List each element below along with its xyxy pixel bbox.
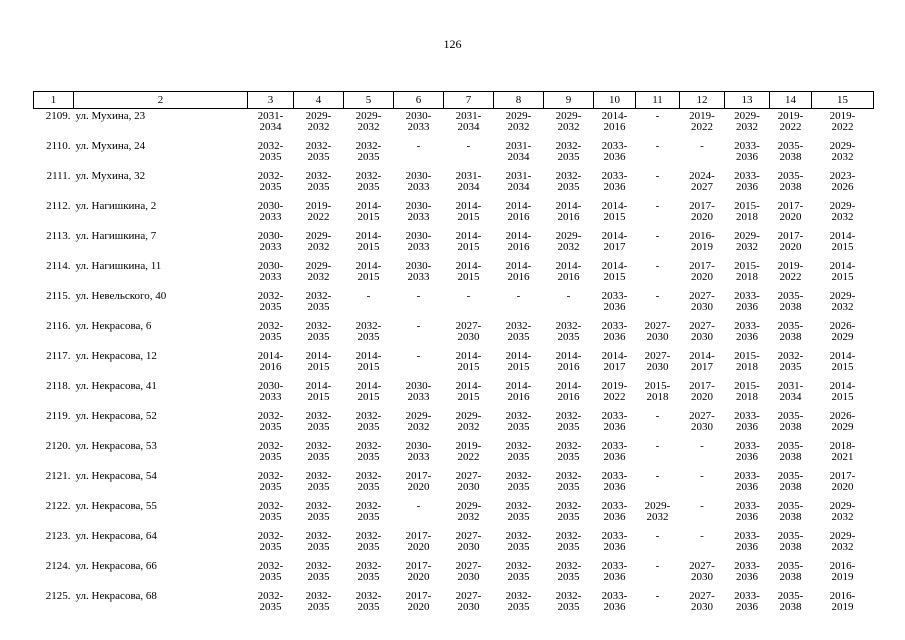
period-cell-col-12: 2017- 2020 bbox=[689, 260, 715, 283]
period-cell-col-12: 2019- 2022 bbox=[689, 110, 715, 133]
column-header-8: 8 bbox=[494, 92, 544, 109]
row-number: 2119. bbox=[46, 410, 71, 422]
column-header-4: 4 bbox=[294, 92, 344, 109]
period-cell-col-13: 2033- 2036 bbox=[734, 560, 760, 583]
period-cell-col-10: 2033- 2036 bbox=[601, 500, 628, 523]
row-number: 2115. bbox=[46, 290, 71, 302]
period-cell-col-9: 2032- 2035 bbox=[555, 500, 582, 523]
period-cell-col-5: 2032- 2035 bbox=[355, 320, 382, 343]
period-cell-col-11: - bbox=[655, 590, 660, 602]
period-cell-col-13: 2029- 2032 bbox=[734, 110, 760, 133]
period-cell-col-14: 2019- 2022 bbox=[777, 260, 804, 283]
period-cell-col-5: 2032- 2035 bbox=[355, 140, 382, 163]
row-number: 2118. bbox=[46, 380, 71, 392]
period-cell-col-14: 2035- 2038 bbox=[777, 590, 804, 613]
period-cell-col-12: - bbox=[700, 530, 704, 542]
table-row bbox=[34, 109, 874, 140]
table-body bbox=[34, 109, 874, 620]
period-cell-col-4: 2032- 2035 bbox=[305, 440, 332, 463]
address-cell: ул. Некрасова, 41 bbox=[75, 380, 157, 392]
period-cell-col-12: - bbox=[700, 470, 704, 482]
period-cell-col-8: 2031- 2034 bbox=[505, 170, 532, 193]
period-cell-col-4: 2032- 2035 bbox=[305, 470, 332, 493]
period-cell-col-11: - bbox=[655, 170, 660, 182]
period-cell-col-4: 2032- 2035 bbox=[305, 590, 332, 613]
period-cell-col-8: 2014- 2016 bbox=[505, 230, 532, 253]
address-cell: ул. Некрасова, 66 bbox=[75, 560, 157, 572]
address-cell: ул. Некрасова, 52 bbox=[75, 410, 157, 422]
address-cell: ул. Нагишкина, 7 bbox=[75, 230, 157, 242]
period-cell-col-10: 2014- 2017 bbox=[601, 350, 628, 373]
period-cell-col-6: 2030- 2033 bbox=[405, 110, 432, 133]
table-row bbox=[34, 499, 874, 529]
address-cell: ул. Некрасова, 55 bbox=[75, 500, 157, 512]
period-cell-col-11: - bbox=[655, 530, 660, 542]
row-number: 2113. bbox=[46, 230, 71, 242]
period-cell-col-5: 2014- 2015 bbox=[355, 230, 382, 253]
period-cell-col-11: - bbox=[655, 410, 660, 422]
period-cell-col-13: 2033- 2036 bbox=[734, 440, 760, 463]
address-cell: ул. Некрасова, 53 bbox=[75, 440, 157, 452]
period-cell-col-7: 2027- 2030 bbox=[455, 590, 482, 613]
period-cell-col-11: - bbox=[655, 140, 660, 152]
period-cell-col-9: 2032- 2035 bbox=[555, 320, 582, 343]
period-cell-col-12: 2017- 2020 bbox=[689, 380, 715, 403]
period-cell-col-5: - bbox=[366, 290, 371, 302]
table-row bbox=[34, 529, 874, 559]
period-cell-col-3: 2032- 2035 bbox=[257, 470, 284, 493]
row-number: 2124. bbox=[45, 560, 71, 572]
period-cell-col-3: 2032- 2035 bbox=[257, 170, 284, 193]
period-cell-col-9: 2014- 2016 bbox=[555, 260, 582, 283]
period-cell-col-13: 2033- 2036 bbox=[734, 500, 760, 523]
period-cell-col-15: 2014- 2015 bbox=[829, 230, 856, 253]
schedule-table bbox=[33, 91, 874, 619]
column-header-7: 7 bbox=[444, 92, 494, 109]
period-cell-col-13: 2015- 2018 bbox=[734, 350, 760, 373]
period-cell-col-11: 2029- 2032 bbox=[644, 500, 671, 523]
period-cell-col-6: 2030- 2033 bbox=[405, 440, 432, 463]
period-cell-col-14: 2035- 2038 bbox=[777, 320, 804, 343]
period-cell-col-15: 2014- 2015 bbox=[829, 260, 856, 283]
period-cell-col-13: 2033- 2036 bbox=[734, 170, 760, 193]
period-cell-col-4: 2032- 2035 bbox=[305, 170, 332, 193]
period-cell-col-14: 2035- 2038 bbox=[777, 560, 804, 583]
period-cell-col-8: 2014- 2016 bbox=[505, 200, 532, 223]
address-cell: ул. Некрасова, 12 bbox=[75, 350, 157, 362]
period-cell-col-7: 2014- 2015 bbox=[455, 200, 482, 223]
column-header-6: 6 bbox=[394, 92, 444, 109]
period-cell-col-10: 2014- 2015 bbox=[601, 200, 628, 223]
period-cell-col-7: 2029- 2032 bbox=[455, 410, 482, 433]
period-cell-col-7: 2027- 2030 bbox=[455, 320, 482, 343]
period-cell-col-8: 2032- 2035 bbox=[505, 410, 532, 433]
period-cell-col-3: 2032- 2035 bbox=[257, 530, 284, 553]
address-cell: ул. Некрасова, 6 bbox=[75, 320, 152, 332]
period-cell-col-14: 2035- 2038 bbox=[777, 410, 804, 433]
period-cell-col-10: 2033- 2036 bbox=[601, 440, 628, 463]
column-header-11: 11 bbox=[636, 92, 680, 109]
period-cell-col-4: 2019- 2022 bbox=[305, 200, 332, 223]
period-cell-col-9: 2014- 2016 bbox=[555, 380, 582, 403]
period-cell-col-11: - bbox=[655, 560, 660, 572]
period-cell-col-9: 2032- 2035 bbox=[555, 560, 582, 583]
period-cell-col-11: - bbox=[655, 260, 660, 272]
period-cell-col-15: 2026- 2029 bbox=[829, 320, 856, 343]
column-header-row bbox=[34, 92, 874, 109]
period-cell-col-8: 2029- 2032 bbox=[505, 110, 532, 133]
period-cell-col-12: 2017- 2020 bbox=[689, 200, 715, 223]
period-cell-col-10: 2019- 2022 bbox=[601, 380, 628, 403]
period-cell-col-13: 2015- 2018 bbox=[734, 260, 760, 283]
period-cell-col-13: 2015- 2018 bbox=[734, 200, 760, 223]
period-cell-col-3: 2032- 2035 bbox=[257, 140, 284, 163]
period-cell-col-9: 2032- 2035 bbox=[555, 410, 582, 433]
period-cell-col-9: 2029- 2032 bbox=[555, 110, 582, 133]
period-cell-col-14: 2035- 2038 bbox=[777, 140, 804, 163]
period-cell-col-6: 2030- 2033 bbox=[405, 200, 432, 223]
period-cell-col-6: 2029- 2032 bbox=[405, 410, 432, 433]
column-header-14: 14 bbox=[770, 92, 812, 109]
period-cell-col-14: 2035- 2038 bbox=[777, 290, 804, 313]
period-cell-col-4: 2032- 2035 bbox=[305, 140, 332, 163]
period-cell-col-8: 2014- 2016 bbox=[505, 260, 532, 283]
period-cell-col-15: 2014- 2015 bbox=[829, 350, 856, 373]
period-cell-col-12: - bbox=[700, 140, 704, 152]
period-cell-col-4: 2029- 2032 bbox=[305, 230, 332, 253]
period-cell-col-6: - bbox=[416, 290, 421, 302]
period-cell-col-10: 2014- 2016 bbox=[601, 110, 628, 133]
period-cell-col-8: 2032- 2035 bbox=[505, 320, 532, 343]
period-cell-col-4: 2032- 2035 bbox=[305, 320, 332, 343]
column-header-10: 10 bbox=[594, 92, 636, 109]
period-cell-col-5: 2029- 2032 bbox=[355, 110, 382, 133]
period-cell-col-3: 2032- 2035 bbox=[257, 410, 284, 433]
period-cell-col-13: 2033- 2036 bbox=[734, 590, 760, 613]
period-cell-col-6: - bbox=[416, 500, 421, 512]
period-cell-col-14: 2035- 2038 bbox=[777, 470, 804, 493]
period-cell-col-10: 2033- 2036 bbox=[601, 410, 628, 433]
period-cell-col-10: 2033- 2036 bbox=[601, 140, 628, 163]
period-cell-col-10: 2033- 2036 bbox=[601, 590, 628, 613]
period-cell-col-7: 2029- 2032 bbox=[455, 500, 482, 523]
period-cell-col-11: - bbox=[655, 230, 660, 242]
address-cell: ул. Мухина, 32 bbox=[75, 170, 146, 182]
period-cell-col-11: - bbox=[655, 470, 660, 482]
period-cell-col-6: 2030- 2033 bbox=[405, 380, 432, 403]
period-cell-col-5: 2014- 2015 bbox=[355, 260, 382, 283]
period-cell-col-15: 2029- 2032 bbox=[829, 530, 856, 553]
period-cell-col-11: 2015- 2018 bbox=[644, 380, 671, 403]
period-cell-col-8: 2032- 2035 bbox=[505, 440, 532, 463]
table-row bbox=[34, 199, 874, 229]
period-cell-col-11: 2027- 2030 bbox=[644, 350, 671, 373]
period-cell-col-15: 2023- 2026 bbox=[829, 170, 856, 193]
table-row bbox=[34, 229, 874, 259]
address-cell: ул. Некрасова, 54 bbox=[75, 470, 157, 482]
period-cell-col-10: 2014- 2017 bbox=[601, 230, 628, 253]
table-row bbox=[34, 259, 874, 289]
period-cell-col-3: 2030- 2033 bbox=[257, 260, 284, 283]
period-cell-col-6: 2017- 2020 bbox=[405, 470, 432, 493]
period-cell-col-11: 2027- 2030 bbox=[644, 320, 671, 343]
period-cell-col-3: 2032- 2035 bbox=[257, 500, 284, 523]
period-cell-col-3: 2030- 2033 bbox=[257, 200, 284, 223]
period-cell-col-7: 2014- 2015 bbox=[455, 230, 482, 253]
period-cell-col-8: 2014- 2015 bbox=[505, 350, 532, 373]
period-cell-col-12: - bbox=[700, 440, 704, 452]
period-cell-col-11: - bbox=[655, 440, 660, 452]
period-cell-col-14: 2035- 2038 bbox=[777, 170, 804, 193]
address-cell: ул. Мухина, 24 bbox=[75, 140, 146, 152]
period-cell-col-5: 2032- 2035 bbox=[355, 470, 382, 493]
period-cell-col-3: 2014- 2016 bbox=[257, 350, 284, 373]
period-cell-col-7: 2027- 2030 bbox=[455, 530, 482, 553]
period-cell-col-6: - bbox=[416, 320, 421, 332]
period-cell-col-12: 2027- 2030 bbox=[689, 560, 715, 583]
period-cell-col-6: - bbox=[416, 140, 421, 152]
row-number: 2123. bbox=[45, 530, 71, 542]
period-cell-col-4: 2029- 2032 bbox=[305, 260, 332, 283]
address-cell: ул. Нагишкина, 11 bbox=[75, 260, 162, 272]
address-cell: ул. Мухина, 23 bbox=[75, 110, 146, 122]
table-row bbox=[34, 169, 874, 199]
period-cell-col-3: 2030- 2033 bbox=[257, 230, 284, 253]
period-cell-col-9: 2032- 2035 bbox=[555, 470, 582, 493]
period-cell-col-14: 2017- 2020 bbox=[777, 200, 804, 223]
address-cell: ул. Некрасова, 64 bbox=[75, 530, 157, 542]
period-cell-col-6: 2030- 2033 bbox=[405, 260, 432, 283]
period-cell-col-13: 2033- 2036 bbox=[734, 410, 760, 433]
period-cell-col-7: - bbox=[466, 140, 471, 152]
period-cell-col-15: 2029- 2032 bbox=[829, 140, 856, 163]
period-cell-col-14: 2019- 2022 bbox=[777, 110, 804, 133]
period-cell-col-13: 2033- 2036 bbox=[734, 530, 760, 553]
period-cell-col-14: 2032- 2035 bbox=[777, 350, 804, 373]
period-cell-col-13: 2033- 2036 bbox=[734, 140, 760, 163]
period-cell-col-13: 2029- 2032 bbox=[734, 230, 760, 253]
column-header-2: 2 bbox=[74, 92, 248, 109]
period-cell-col-7: 2027- 2030 bbox=[455, 560, 482, 583]
period-cell-col-7: 2014- 2015 bbox=[455, 350, 482, 373]
period-cell-col-5: 2032- 2035 bbox=[355, 530, 382, 553]
table-row bbox=[34, 289, 874, 319]
table-row bbox=[34, 379, 874, 409]
period-cell-col-14: 2017- 2020 bbox=[777, 230, 804, 253]
period-cell-col-12: 2027- 2030 bbox=[689, 590, 715, 613]
period-cell-col-6: 2017- 2020 bbox=[405, 560, 432, 583]
period-cell-col-10: 2033- 2036 bbox=[601, 560, 628, 583]
column-header-9: 9 bbox=[544, 92, 594, 109]
period-cell-col-12: 2027- 2030 bbox=[689, 410, 715, 433]
period-cell-col-15: 2019- 2022 bbox=[829, 110, 856, 133]
row-number: 2125. bbox=[45, 590, 71, 602]
period-cell-col-6: 2017- 2020 bbox=[405, 530, 432, 553]
period-cell-col-13: 2033- 2036 bbox=[734, 320, 760, 343]
period-cell-col-8: 2032- 2035 bbox=[505, 500, 532, 523]
period-cell-col-7: 2014- 2015 bbox=[455, 260, 482, 283]
period-cell-col-10: 2033- 2036 bbox=[601, 530, 628, 553]
period-cell-col-10: 2033- 2036 bbox=[601, 170, 628, 193]
row-number: 2121. bbox=[45, 470, 71, 482]
period-cell-col-7: 2031- 2034 bbox=[455, 170, 482, 193]
column-header-13: 13 bbox=[725, 92, 770, 109]
column-header-12: 12 bbox=[680, 92, 725, 109]
row-number: 2112. bbox=[46, 200, 71, 212]
period-cell-col-4: 2014- 2015 bbox=[305, 350, 332, 373]
period-cell-col-13: 2033- 2036 bbox=[734, 290, 760, 313]
period-cell-col-3: 2032- 2035 bbox=[257, 560, 284, 583]
period-cell-col-10: 2033- 2036 bbox=[601, 470, 628, 493]
period-cell-col-4: 2032- 2035 bbox=[305, 290, 332, 313]
period-cell-col-15: 2018- 2021 bbox=[829, 440, 856, 463]
period-cell-col-5: 2032- 2035 bbox=[355, 170, 382, 193]
row-number: 2122. bbox=[45, 500, 71, 512]
period-cell-col-3: 2032- 2035 bbox=[257, 320, 284, 343]
period-cell-col-8: 2032- 2035 bbox=[505, 470, 532, 493]
table-row bbox=[34, 349, 874, 379]
period-cell-col-6: - bbox=[416, 350, 421, 362]
period-cell-col-15: 2014- 2015 bbox=[829, 380, 856, 403]
period-cell-col-8: 2014- 2016 bbox=[505, 380, 532, 403]
period-cell-col-11: - bbox=[655, 110, 660, 122]
column-header-3: 3 bbox=[248, 92, 294, 109]
period-cell-col-9: 2014- 2016 bbox=[555, 200, 582, 223]
period-cell-col-14: 2035- 2038 bbox=[777, 440, 804, 463]
table-row bbox=[34, 409, 874, 439]
period-cell-col-6: 2030- 2033 bbox=[405, 230, 432, 253]
period-cell-col-11: - bbox=[655, 200, 660, 212]
period-cell-col-9: 2032- 2035 bbox=[555, 530, 582, 553]
period-cell-col-13: 2033- 2036 bbox=[734, 470, 760, 493]
period-cell-col-5: 2032- 2035 bbox=[355, 410, 382, 433]
period-cell-col-9: 2032- 2035 bbox=[555, 440, 582, 463]
period-cell-col-10: 2033- 2036 bbox=[601, 320, 628, 343]
period-cell-col-14: 2031- 2034 bbox=[777, 380, 804, 403]
period-cell-col-5: 2014- 2015 bbox=[355, 350, 382, 373]
page-number: 126 bbox=[443, 37, 462, 51]
period-cell-col-10: 2033- 2036 bbox=[601, 290, 628, 313]
period-cell-col-9: 2032- 2035 bbox=[555, 170, 582, 193]
period-cell-col-15: 2016- 2019 bbox=[829, 560, 856, 583]
period-cell-col-12: 2024- 2027 bbox=[689, 170, 715, 193]
table-row bbox=[34, 589, 874, 619]
period-cell-col-8: 2032- 2035 bbox=[505, 530, 532, 553]
period-cell-col-3: 2031- 2034 bbox=[257, 110, 284, 133]
period-cell-col-15: 2029- 2032 bbox=[829, 200, 856, 223]
column-header-5: 5 bbox=[344, 92, 394, 109]
table-row bbox=[34, 439, 874, 469]
period-cell-col-9: 2029- 2032 bbox=[555, 230, 582, 253]
period-cell-col-3: 2032- 2035 bbox=[257, 290, 284, 313]
address-cell: ул. Невельского, 40 bbox=[75, 290, 167, 302]
period-cell-col-12: 2014- 2017 bbox=[689, 350, 715, 373]
column-header-1: 1 bbox=[34, 92, 74, 109]
period-cell-col-8: 2032- 2035 bbox=[505, 560, 532, 583]
period-cell-col-8: - bbox=[516, 290, 521, 302]
period-cell-col-9: - bbox=[566, 290, 571, 302]
address-cell: ул. Нагишкина, 2 bbox=[75, 200, 157, 212]
period-cell-col-15: 2016- 2019 bbox=[829, 590, 856, 613]
period-cell-col-8: 2032- 2035 bbox=[505, 590, 532, 613]
period-cell-col-9: 2032- 2035 bbox=[555, 140, 582, 163]
table-row bbox=[34, 559, 874, 589]
period-cell-col-11: - bbox=[655, 290, 660, 302]
period-cell-col-3: 2032- 2035 bbox=[257, 590, 284, 613]
period-cell-col-3: 2030- 2033 bbox=[257, 380, 284, 403]
row-number: 2114. bbox=[46, 260, 71, 272]
period-cell-col-15: 2026- 2029 bbox=[829, 410, 856, 433]
period-cell-col-15: 2029- 2032 bbox=[829, 290, 856, 313]
table-row bbox=[34, 319, 874, 349]
period-cell-col-5: 2032- 2035 bbox=[355, 500, 382, 523]
row-number: 2111. bbox=[46, 170, 71, 182]
period-cell-col-4: 2029- 2032 bbox=[305, 110, 332, 133]
row-number: 2110. bbox=[46, 140, 71, 152]
period-cell-col-12: 2016- 2019 bbox=[689, 230, 715, 253]
period-cell-col-5: 2032- 2035 bbox=[355, 440, 382, 463]
address-cell: ул. Некрасова, 68 bbox=[75, 590, 157, 602]
row-number: 2116. bbox=[46, 320, 71, 332]
table-row bbox=[34, 469, 874, 499]
period-cell-col-14: 2035- 2038 bbox=[777, 530, 804, 553]
period-cell-col-4: 2014- 2015 bbox=[305, 380, 332, 403]
period-cell-col-10: 2014- 2015 bbox=[601, 260, 628, 283]
period-cell-col-9: 2014- 2016 bbox=[555, 350, 582, 373]
row-number: 2120. bbox=[45, 440, 71, 452]
period-cell-col-7: 2027- 2030 bbox=[455, 470, 482, 493]
period-cell-col-6: 2030- 2033 bbox=[405, 170, 432, 193]
period-cell-col-14: 2035- 2038 bbox=[777, 500, 804, 523]
period-cell-col-5: 2032- 2035 bbox=[355, 590, 382, 613]
period-cell-col-5: 2014- 2015 bbox=[355, 200, 382, 223]
period-cell-col-3: 2032- 2035 bbox=[257, 440, 284, 463]
period-cell-col-5: 2014- 2015 bbox=[355, 380, 382, 403]
column-header-15: 15 bbox=[812, 92, 874, 109]
period-cell-col-12: 2027- 2030 bbox=[689, 320, 715, 343]
period-cell-col-4: 2032- 2035 bbox=[305, 500, 332, 523]
period-cell-col-12: 2027- 2030 bbox=[689, 290, 715, 313]
period-cell-col-15: 2029- 2032 bbox=[829, 500, 856, 523]
table-row bbox=[34, 139, 874, 169]
period-cell-col-7: 2031- 2034 bbox=[455, 110, 482, 133]
period-cell-col-12: - bbox=[700, 500, 704, 512]
period-cell-col-7: - bbox=[466, 290, 471, 302]
row-number: 2117. bbox=[46, 350, 71, 362]
period-cell-col-13: 2015- 2018 bbox=[734, 380, 760, 403]
period-cell-col-4: 2032- 2035 bbox=[305, 560, 332, 583]
period-cell-col-5: 2032- 2035 bbox=[355, 560, 382, 583]
period-cell-col-7: 2019- 2022 bbox=[455, 440, 482, 463]
period-cell-col-6: 2017- 2020 bbox=[405, 590, 432, 613]
period-cell-col-7: 2014- 2015 bbox=[455, 380, 482, 403]
period-cell-col-4: 2032- 2035 bbox=[305, 410, 332, 433]
row-number: 2109. bbox=[45, 110, 71, 122]
period-cell-col-9: 2032- 2035 bbox=[555, 590, 582, 613]
period-cell-col-8: 2031- 2034 bbox=[505, 140, 532, 163]
period-cell-col-15: 2017- 2020 bbox=[829, 470, 856, 493]
period-cell-col-4: 2032- 2035 bbox=[305, 530, 332, 553]
